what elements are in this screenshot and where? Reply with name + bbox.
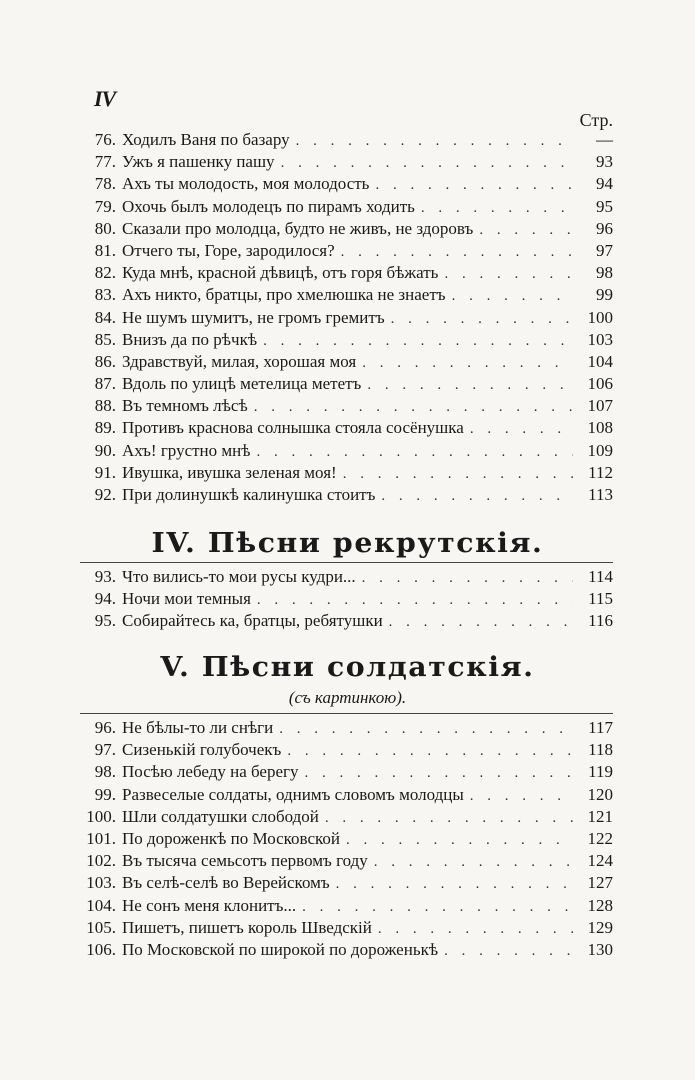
entry-page: 109 (587, 440, 613, 460)
page-number: IV (94, 86, 116, 111)
leader-dots (257, 330, 573, 352)
leader-dots (438, 940, 573, 962)
leader-dots (368, 851, 573, 873)
leader-dots (281, 740, 573, 762)
entry-number: 86. (94, 351, 116, 371)
entry-page: 121 (587, 806, 613, 826)
toc-entry (80, 484, 613, 506)
entry-title: Развеселые солдаты, однимъ словомъ молодцы (122, 784, 464, 804)
entry-page: 95 (596, 196, 613, 216)
entry-number: 89. (94, 418, 116, 438)
entry-number: 101. (86, 828, 116, 848)
entry-number: 83. (94, 285, 116, 305)
entry-title: Ахъ никто, братцы, про хмелюшка не знаетъ (122, 285, 446, 305)
leader-dots (298, 762, 573, 784)
section-divider (80, 562, 613, 563)
entry-number: 95. (94, 611, 116, 631)
entry-title: Куда мнѣ, красной дѣвицѣ, отъ горя бѣжать (122, 263, 439, 283)
leader-dots (383, 611, 573, 633)
entry-number: 87. (94, 374, 116, 394)
toc-entry (80, 828, 613, 850)
leader-dots (340, 829, 573, 851)
toc-entry (80, 939, 613, 961)
entry-page: 107 (587, 396, 613, 416)
toc-entry (80, 373, 613, 395)
leader-dots (372, 918, 573, 940)
entry-number: 84. (94, 307, 116, 327)
leader-dots (361, 374, 573, 396)
entry-page: 118 (588, 740, 613, 760)
toc-entry (80, 173, 613, 195)
toc-entry (80, 351, 613, 373)
toc-entry (80, 151, 613, 173)
toc-entry (80, 806, 613, 828)
toc-entry (80, 717, 613, 739)
toc-entry (80, 850, 613, 872)
entry-page: 94 (596, 174, 613, 194)
entry-page: 120 (587, 784, 613, 804)
entry-title: Охочь былъ молодецъ по пирамъ ходить (122, 196, 415, 216)
entry-title: Посѣю лебеду на берегу (122, 762, 299, 782)
leader-dots (446, 285, 573, 307)
entry-number: 78. (94, 174, 116, 194)
entry-title: Пишетъ, пишетъ король Шведскій (122, 917, 372, 937)
entry-number: 92. (94, 485, 116, 504)
entry-title: Внизъ да по рѣчкѣ (122, 329, 258, 349)
entry-title: Здравствуй, милая, хорошая моя (122, 351, 357, 371)
leader-dots (385, 308, 573, 330)
toc-entry (80, 218, 613, 240)
entry-title: По Московской по широкой по дороженькѣ (122, 939, 439, 959)
toc-entry (80, 329, 613, 351)
entry-page: 127 (587, 873, 613, 893)
entry-page: 129 (587, 917, 613, 937)
entry-title: Ахъ ты молодость, моя молодость (122, 174, 370, 194)
entry-number: 76. (94, 130, 116, 149)
entry-number: 88. (94, 396, 116, 416)
entry-page: 103 (587, 329, 613, 349)
toc-list-section-iv (80, 566, 613, 633)
entry-page: — (596, 130, 613, 149)
entry-page: 130 (587, 939, 613, 959)
entry-page: 108 (587, 418, 613, 438)
entry-title: Не шумъ шумитъ, не громъ гремитъ (122, 307, 385, 327)
leader-dots (335, 241, 573, 263)
toc-entry (80, 417, 613, 439)
entry-page: 99 (596, 285, 613, 305)
toc-entry (80, 262, 613, 284)
entry-number: 81. (94, 240, 116, 260)
leader-dots (415, 197, 573, 219)
entry-title: Шли солдатушки слободой (122, 806, 319, 826)
section-v-heading: V. Пѣсни солдатскія. (160, 652, 535, 683)
entry-title: Сказали про молодца, будто не живъ, не здоровъ (122, 218, 474, 238)
leader-dots (356, 567, 573, 589)
entry-page: 116 (588, 611, 613, 631)
entry-page: 112 (588, 462, 613, 482)
toc-entry (80, 284, 613, 306)
entry-title: Вдоль по улицѣ метелица мететъ (122, 374, 362, 394)
entry-title: Въ селѣ-селѣ во Верейскомъ (122, 873, 330, 893)
toc-entry (80, 462, 613, 484)
entry-number: 82. (94, 263, 116, 283)
entry-number: 85. (94, 329, 116, 349)
entry-page: 96 (596, 218, 613, 238)
entry-title: Ночи мои темныя (122, 589, 251, 609)
toc-entry (80, 895, 613, 917)
entry-title: Ахъ! грустно мнѣ (122, 440, 251, 460)
leader-dots (251, 589, 573, 611)
entry-number: 104. (86, 895, 116, 915)
leader-dots (248, 396, 573, 418)
toc-list-section-iii (80, 129, 613, 506)
leader-dots (319, 807, 573, 829)
section-divider (80, 713, 613, 714)
toc-entry (80, 917, 613, 939)
entry-number: 90. (94, 440, 116, 460)
entry-number: 91. (94, 462, 116, 482)
leader-dots (330, 873, 573, 895)
entry-page: 128 (587, 895, 613, 915)
entry-title: Въ темномъ лѣсѣ (122, 396, 248, 416)
toc-entry (80, 129, 613, 151)
toc-entry (80, 784, 613, 806)
toc-entry (80, 872, 613, 894)
leader-dots (464, 418, 573, 440)
entry-number: 93. (94, 567, 116, 586)
entry-page: 115 (588, 589, 613, 609)
entry-number: 105. (86, 917, 116, 937)
toc-entry (80, 566, 613, 588)
toc-entry (80, 440, 613, 462)
entry-number: 99. (94, 784, 116, 804)
entry-title: При долинушкѣ калинушка стоитъ (122, 485, 376, 504)
toc-entry (80, 240, 613, 262)
entry-page: 124 (587, 851, 613, 871)
entry-number: 79. (94, 196, 116, 216)
page-column-header: Стр. (579, 110, 613, 130)
entry-title: Отчего ты, Горе, зародилося? (122, 240, 335, 260)
toc-list-section-v (80, 717, 613, 961)
entry-number: 103. (86, 873, 116, 893)
leader-dots (296, 896, 573, 918)
entry-number: 96. (94, 718, 116, 737)
entry-number: 106. (86, 939, 116, 959)
entry-title: Противъ краснова солнышка стояла сосёнушка (122, 418, 464, 438)
entry-title: Въ тысяча семьсотъ первомъ году (122, 851, 368, 871)
entry-number: 80. (94, 218, 116, 238)
entry-page: 106 (587, 374, 613, 394)
entry-page: 113 (588, 485, 613, 504)
leader-dots (369, 174, 573, 196)
entry-number: 77. (94, 152, 116, 172)
entry-page: 104 (587, 351, 613, 371)
toc-entry (80, 761, 613, 783)
section-v-subtitle: (съ картинкою). (288, 688, 407, 707)
entry-number: 94. (94, 589, 116, 609)
entry-page: 122 (587, 828, 613, 848)
toc-entry (80, 395, 613, 417)
entry-page: 117 (588, 718, 613, 737)
leader-dots (290, 130, 573, 152)
entry-page: 98 (596, 263, 613, 283)
toc-entry (80, 739, 613, 761)
entry-title: Не бѣлы-то ли снѣги (122, 718, 274, 737)
entry-title: Ходилъ Ваня по базару (122, 130, 290, 149)
entry-title: По дороженкѣ по Московской (122, 828, 341, 848)
entry-title: Не сонъ меня клонитъ... (122, 895, 297, 915)
entry-title: Что вились-то мои русы кудри... (122, 567, 356, 586)
leader-dots (438, 263, 573, 285)
entry-title: Сизенькій голубочекъ (122, 740, 282, 760)
leader-dots (464, 785, 573, 807)
toc-entry (80, 307, 613, 329)
leader-dots (273, 718, 573, 740)
entry-page: 93 (596, 152, 613, 172)
entry-title: Ивушка, ивушка зеленая моя! (122, 462, 337, 482)
toc-entry (80, 588, 613, 610)
leader-dots (356, 352, 573, 374)
leader-dots (375, 485, 573, 507)
entry-title: Ужъ я пашенку пашу (122, 152, 275, 172)
leader-dots (337, 463, 573, 485)
entry-title: Собирайтесь ка, братцы, ребятушки (122, 611, 383, 631)
entry-number: 102. (86, 851, 116, 871)
leader-dots (473, 219, 573, 241)
entry-number: 98. (94, 762, 116, 782)
section-iv-heading: IV. Пѣсни рекрутскія. (151, 528, 544, 559)
entry-number: 97. (94, 740, 116, 760)
leader-dots (275, 152, 573, 174)
leader-dots (251, 441, 574, 463)
entry-page: 97 (596, 240, 613, 260)
entry-page: 119 (588, 762, 613, 782)
toc-entry (80, 196, 613, 218)
entry-page: 114 (588, 567, 613, 586)
entry-number: 100. (86, 806, 116, 826)
toc-entry (80, 610, 613, 632)
entry-page: 100 (587, 307, 613, 327)
